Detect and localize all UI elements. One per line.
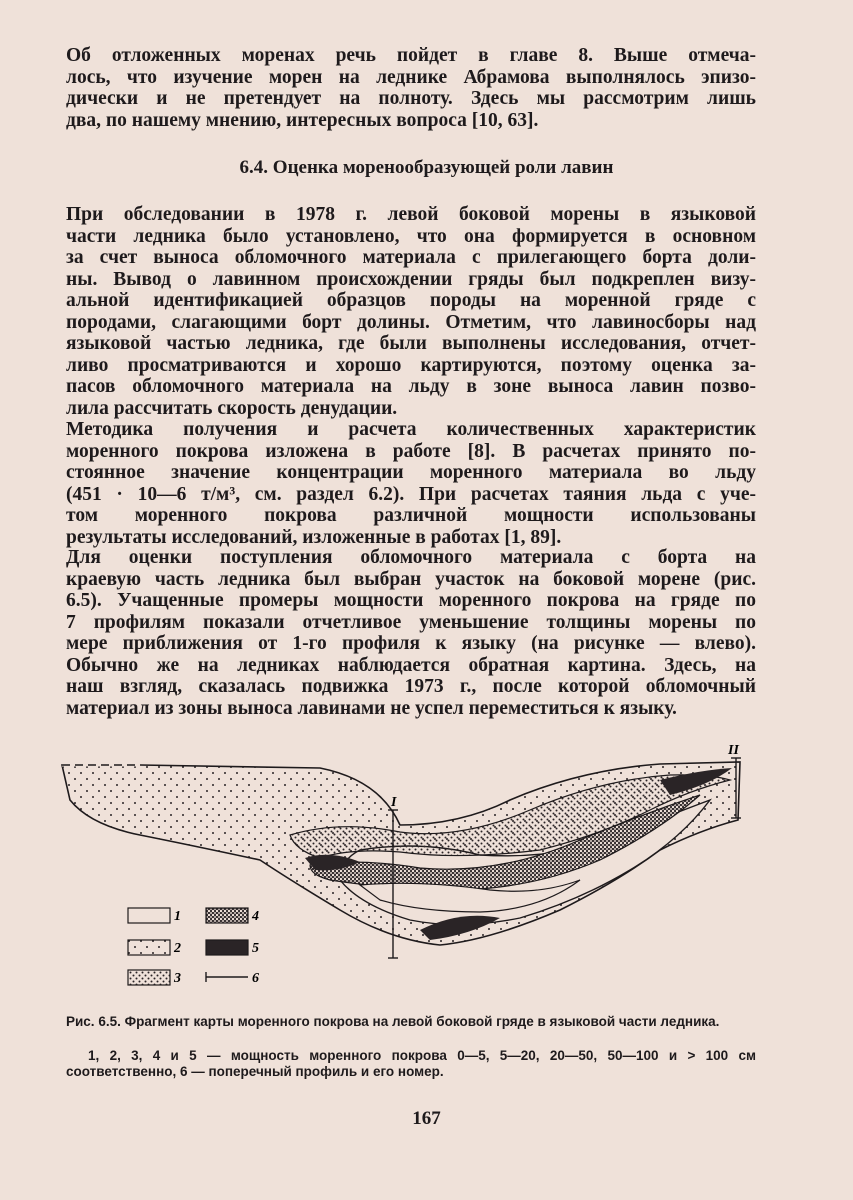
text-line: 6.5). Учащенные промеры мощности моренного покрова на гряде по	[66, 590, 756, 611]
text-line: моренного покрова изложена в работе [8]. В расчетах принято по-	[66, 440, 756, 462]
text-line: ны. Вывод о лавинном происхождении гряды был подкреплен визу-	[66, 268, 756, 290]
text-line: альной идентификацией образцов породы на моренной гряде с	[66, 290, 756, 311]
legend-swatch-1	[128, 908, 170, 923]
figure-caption-title: Рис. 6.5. Фрагмент карты моренного покрова на левой боковой гряде в языковой части ледника.	[66, 1014, 720, 1029]
text-line: Об отложенных моренах речь пойдет в главе 8. Выше отмеча-	[66, 45, 756, 66]
legend-swatch-3	[128, 970, 170, 985]
text-line: (451 · 10—6 т/м³, см. раздел 6.2). При расчетах таяния льда с уче-	[66, 483, 756, 505]
text-line: породами, слагающими борт долины. Отметим, что лавиносборы над	[66, 311, 756, 333]
text-line: Обычно же на ледниках наблюдается обратная картина. Здесь, на	[66, 654, 756, 676]
text-line: за счет выноса обломочного материала с прилегающего борта доли-	[66, 247, 756, 268]
legend-num-5: 5	[252, 941, 259, 956]
paragraph-debris-supply	[66, 547, 756, 719]
page-number: 167	[412, 1108, 441, 1129]
text-line: лось, что изучение морен на леднике Абрамова выполнялось эпизо-	[66, 66, 756, 88]
paragraph-avalanche-survey	[66, 204, 756, 419]
text-line: том моренного покрова различной мощности использованы	[66, 505, 756, 526]
section-heading: 6.4. Оценка моренообразующей роли лавин	[239, 157, 614, 178]
profile-II-label: II	[728, 743, 739, 758]
text-line: ливо просматриваются и хорошо картируются, поэтому оценка за-	[66, 354, 756, 376]
text-line: мере приближения от 1-го профиля к языку (на рисунке — влево).	[66, 633, 756, 654]
legend-num-3: 3	[174, 971, 181, 986]
text-line: дически и не претендует на полноту. Здесь мы рассмотрим лишь	[66, 88, 756, 109]
figure-legend	[128, 908, 259, 986]
text-line: краевую часть ледника был выбран участок на боковой морене (рис.	[66, 568, 756, 590]
intro-paragraph	[66, 45, 756, 131]
text-line: Методика получения и расчета количественных характеристик	[66, 419, 756, 440]
text-line: части ледника было установлено, что она формируется в основном	[66, 225, 756, 247]
paragraph-methodology	[66, 419, 756, 548]
text-line: пасов обломочного материала на льду в зоне выноса лавин позво-	[66, 376, 756, 397]
figure-caption-legend: 1, 2, 3, 4 и 5 — мощность моренного покрова 0—5, 5—20, 20—50, 50—100 и > 100 см соответственно, 6 — поперечный профиль и его номер.	[66, 1048, 756, 1079]
text-line: языковой частью ледника, где были выполнены исследования, отчет-	[66, 333, 756, 354]
legend-swatch-4	[206, 908, 248, 923]
text-line: наш взгляд, сказалась подвижка 1973 г., после которой обломочный	[66, 676, 756, 697]
legend-num-6: 6	[252, 971, 259, 986]
text-line: 7 профилям показали отчетливое уменьшение толщины морены по	[66, 611, 756, 633]
legend-swatch-2	[128, 940, 170, 955]
legend-num-4: 4	[252, 909, 259, 924]
legend-num-2: 2	[174, 941, 181, 956]
legend-swatch-5	[206, 940, 248, 955]
text-line: лила рассчитать скорость денудации.	[66, 397, 398, 419]
text-line: При обследовании в 1978 г. левой боковой морены в языковой	[66, 204, 756, 225]
text-line: материал из зоны выноса лавинами не успел переместиться к языку.	[66, 697, 677, 719]
text-line: Для оценки поступления обломочного материала с борта на	[66, 547, 756, 568]
text-line: стоянное значение концентрации моренного материала во льду	[66, 462, 756, 483]
moraine-map-figure	[60, 740, 760, 1000]
profile-I-label: I	[391, 795, 397, 810]
legend-num-1: 1	[174, 909, 181, 924]
text-line: два, по нашему мнению, интересных вопроса [10, 63].	[66, 109, 539, 131]
text-line: результаты исследований, изложенные в работах [1, 89].	[66, 526, 562, 548]
